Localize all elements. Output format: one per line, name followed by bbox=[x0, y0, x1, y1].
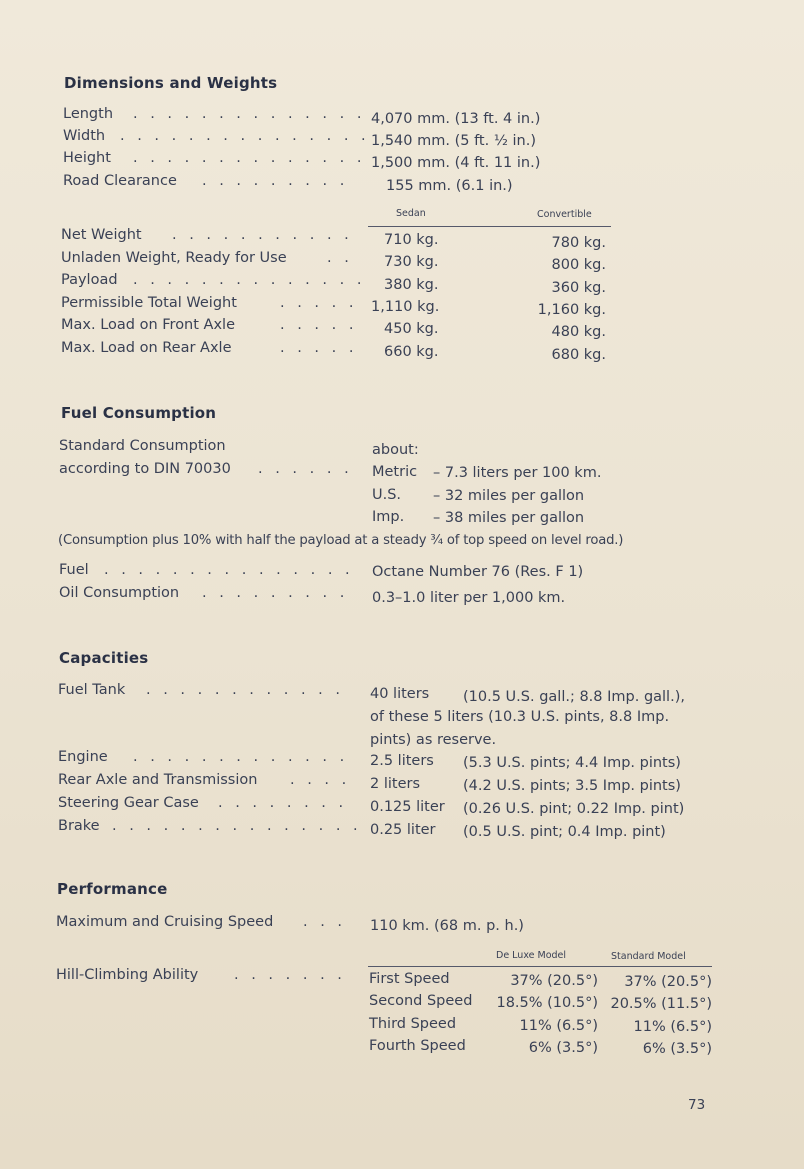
capacity-amount: 2 liters bbox=[370, 776, 421, 792]
us-label: U.S. bbox=[372, 487, 402, 503]
us-value: – 32 miles per gallon bbox=[433, 488, 585, 504]
capacity-detail: (4.2 U.S. pints; 3.5 Imp. pints) bbox=[463, 778, 681, 794]
leader-dots: . . . . . . . . . bbox=[202, 173, 349, 189]
capacity-label: Brake bbox=[58, 818, 100, 834]
max-speed-value: 110 km. (68 m. p. h.) bbox=[370, 918, 524, 934]
weight-convertible: 360 kg. bbox=[551, 280, 606, 296]
leader-dots: . . bbox=[327, 250, 353, 266]
imp-value: – 38 miles per gallon bbox=[433, 510, 585, 526]
section-heading-fuel: Fuel Consumption bbox=[61, 404, 217, 422]
leader-dots: . . . . . bbox=[280, 317, 358, 333]
column-header-deluxe: De Luxe Model bbox=[496, 950, 567, 961]
weight-label: Max. Load on Rear Axle bbox=[61, 340, 232, 356]
weight-sedan: 1,110 kg. bbox=[371, 299, 440, 315]
hill-climbing-label: Hill-Climbing Ability bbox=[56, 967, 199, 983]
dimension-label: Width bbox=[63, 128, 106, 144]
fuel-tank-label: Fuel Tank bbox=[58, 682, 126, 698]
leader-dots: . . . . . . bbox=[258, 461, 353, 477]
capacity-detail: (0.5 U.S. pint; 0.4 Imp. pint) bbox=[463, 824, 666, 840]
weight-convertible: 780 kg. bbox=[551, 235, 606, 251]
gear-standard-value: 20.5% (11.5°) bbox=[610, 996, 712, 1012]
weight-sedan: 450 kg. bbox=[384, 321, 439, 337]
leader-dots: . . . . . . . . . . . . . . bbox=[133, 106, 366, 122]
dimension-value: 1,540 mm. (5 ft. ½ in.) bbox=[371, 133, 536, 149]
leader-dots: . . . . . . . . . . . . . . bbox=[133, 272, 366, 288]
din-label: according to DIN 70030 bbox=[59, 461, 231, 477]
weight-sedan: 730 kg. bbox=[384, 254, 439, 270]
oil-consumption-label: Oil Consumption bbox=[59, 585, 180, 601]
gear-standard-value: 11% (6.5°) bbox=[633, 1019, 712, 1035]
max-speed-label: Maximum and Cruising Speed bbox=[56, 914, 274, 930]
weight-convertible: 480 kg. bbox=[551, 324, 606, 340]
gear-deluxe-value: 11% (6.5°) bbox=[519, 1018, 598, 1034]
weight-convertible: 680 kg. bbox=[551, 347, 606, 363]
capacity-label: Engine bbox=[58, 749, 108, 765]
leader-dots: . . . . . . . . . . . . . . . bbox=[104, 562, 354, 578]
leader-dots: . . . . bbox=[290, 772, 351, 788]
leader-dots: . . . . . . . . . . . . . . . bbox=[112, 818, 362, 834]
leader-dots: . . . bbox=[303, 914, 347, 930]
page-number: 73 bbox=[688, 1097, 706, 1113]
section-heading-dimensions: Dimensions and Weights bbox=[64, 74, 278, 92]
column-rule bbox=[368, 226, 611, 227]
weight-sedan: 660 kg. bbox=[384, 344, 439, 360]
capacity-detail: (0.26 U.S. pint; 0.22 Imp. pint) bbox=[463, 801, 685, 817]
capacity-amount: 0.25 liter bbox=[370, 822, 436, 838]
leader-dots: . . . . . bbox=[280, 295, 358, 311]
leader-dots: . . . . . . . . . bbox=[202, 585, 349, 601]
weight-convertible: 800 kg. bbox=[551, 257, 606, 273]
column-header-convertible: Convertible bbox=[537, 209, 592, 220]
dimension-value: 1,500 mm. (4 ft. 11 in.) bbox=[371, 155, 541, 171]
capacity-amount: 2.5 liters bbox=[370, 753, 434, 769]
gear-standard-value: 6% (3.5°) bbox=[642, 1041, 712, 1057]
standard-consumption-label: Standard Consumption bbox=[59, 438, 226, 454]
weight-label: Permissible Total Weight bbox=[61, 295, 237, 311]
metric-label: Metric bbox=[372, 464, 418, 480]
gear-label: Second Speed bbox=[369, 993, 473, 1009]
oil-consumption-value: 0.3–1.0 liter per 1,000 km. bbox=[372, 590, 566, 606]
dimension-value: 155 mm. (6.1 in.) bbox=[386, 178, 513, 194]
about-label: about: bbox=[372, 442, 419, 458]
leader-dots: . . . . . . . . bbox=[218, 795, 348, 811]
gear-deluxe-value: 18.5% (10.5°) bbox=[496, 995, 598, 1011]
leader-dots: . . . . . . . bbox=[234, 967, 346, 983]
capacity-amount: 0.125 liter bbox=[370, 799, 445, 815]
capacity-label: Rear Axle and Transmission bbox=[58, 772, 258, 788]
weight-label: Net Weight bbox=[61, 227, 142, 243]
gear-deluxe-value: 6% (3.5°) bbox=[528, 1040, 598, 1056]
capacity-detail: (5.3 U.S. pints; 4.4 Imp. pints) bbox=[463, 755, 681, 771]
weight-label: Payload bbox=[61, 272, 118, 288]
imp-label: Imp. bbox=[372, 509, 405, 525]
leader-dots: . . . . . bbox=[280, 340, 358, 356]
leader-dots: . . . . . . . . . . . . . bbox=[133, 749, 349, 765]
weight-sedan: 710 kg. bbox=[384, 232, 439, 248]
dimension-label: Height bbox=[63, 150, 111, 166]
column-header-standard: Standard Model bbox=[611, 951, 686, 962]
metric-value: – 7.3 liters per 100 km. bbox=[433, 465, 602, 481]
leader-dots: . . . . . . . . . . . . . . . bbox=[120, 128, 370, 144]
fuel-tank-amount: 40 liters bbox=[370, 686, 430, 702]
gear-deluxe-value: 37% (20.5°) bbox=[510, 973, 598, 989]
consumption-note: (Consumption plus 10% with half the payload at a steady ¾ of top speed on level road.) bbox=[58, 533, 624, 548]
gear-label: Third Speed bbox=[369, 1016, 457, 1032]
gear-label: First Speed bbox=[369, 971, 450, 987]
weight-label: Max. Load on Front Axle bbox=[61, 317, 235, 333]
column-rule bbox=[368, 966, 712, 967]
capacity-label: Steering Gear Case bbox=[58, 795, 199, 811]
leader-dots: . . . . . . . . . . . bbox=[172, 227, 353, 243]
fuel-value: Octane Number 76 (Res. F 1) bbox=[372, 564, 584, 580]
weight-label: Unladen Weight, Ready for Use bbox=[61, 250, 287, 266]
column-header-sedan: Sedan bbox=[396, 208, 426, 219]
section-heading-performance: Performance bbox=[57, 880, 168, 898]
leader-dots: . . . . . . . . . . . . bbox=[146, 682, 345, 698]
fuel-tank-reserve: of these 5 liters (10.3 U.S. pints, 8.8 Imp. bbox=[370, 709, 670, 725]
weight-convertible: 1,160 kg. bbox=[537, 302, 606, 318]
section-heading-capacities: Capacities bbox=[59, 649, 149, 667]
fuel-tank-detail: (10.5 U.S. gall.; 8.8 Imp. gall.), bbox=[463, 689, 685, 705]
gear-standard-value: 37% (20.5°) bbox=[624, 974, 712, 990]
dimension-label: Length bbox=[63, 106, 114, 122]
gear-label: Fourth Speed bbox=[369, 1038, 466, 1054]
dimension-label: Road Clearance bbox=[63, 173, 177, 189]
leader-dots: . . . . . . . . . . . . . . bbox=[133, 150, 366, 166]
dimension-value: 4,070 mm. (13 ft. 4 in.) bbox=[371, 111, 541, 127]
weight-sedan: 380 kg. bbox=[384, 277, 439, 293]
fuel-label: Fuel bbox=[59, 562, 89, 578]
fuel-tank-reserve-cont: pints) as reserve. bbox=[370, 732, 497, 748]
